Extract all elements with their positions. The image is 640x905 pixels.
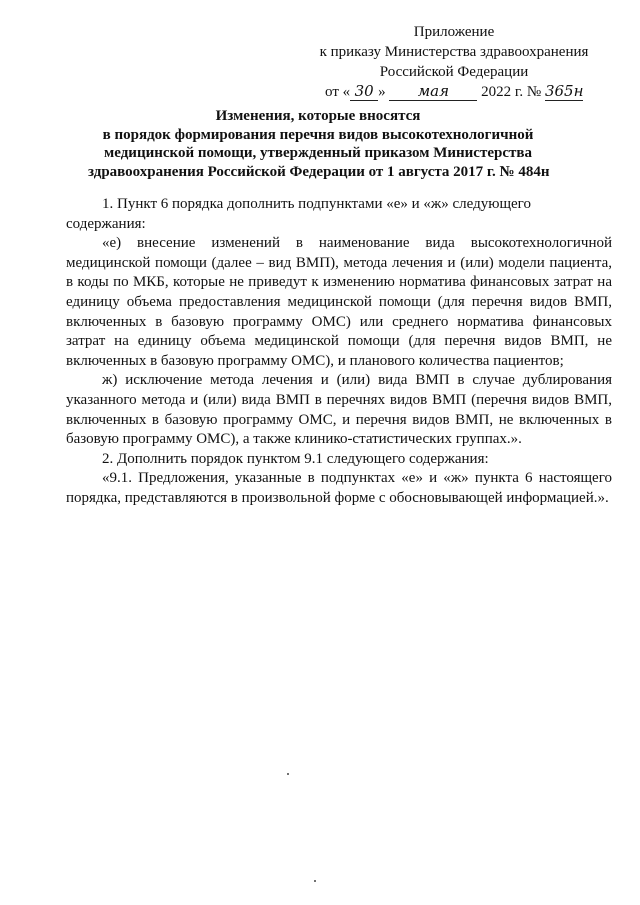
year-and-number-label: 2022 г. №	[481, 84, 542, 100]
paragraph-subpoint-zh: ж) исключение метода лечения и (или) вида ВМП в случае дублирования указанного метода и (или) вида ВМП в перечнях видов ВМП (перечня видов ВМП, включенных в базовую программу ОМС, и перечня видов ВМП, не включенных в базовую программу ОМС), а также клинико-статистических группах.».	[66, 372, 612, 448]
appendix-label: Приложение	[413, 24, 495, 40]
handwritten-month: мая	[389, 83, 477, 101]
order-date-line	[304, 82, 604, 102]
appendix-order-ref: к приказу Министерства здравоохранения	[319, 44, 589, 60]
appendix-header	[304, 22, 604, 102]
handwritten-order-number: 365н	[544, 82, 584, 100]
scan-speck	[314, 880, 316, 882]
title-line-1: Изменения, которые вносятся	[215, 108, 421, 124]
paragraph-2: 2. Дополнить порядок пунктом 9.1 следующего содержания:	[102, 450, 489, 467]
paragraph-subpoint-e: «е) внесение изменений в наименование вида высокотехнологичной медицинской помощи (далее – вид ВМП), метода лечения и (или) модели пациента, в коды по МКБ, которые не приведут к изменению норматива финансовых затрат на единицу объема предоставления медицинской помощи (для перечня видов ВМП, включенных в базовую программу ОМС) или среднего норматива финансовых затрат на единицу объема медицинской помощи (для перечня видов ВМП, не включенных в базовую программу ОМС), и планового количества пациентов;	[66, 235, 612, 369]
title-line-4: здравоохранения Российской Федерации от 1 августа 2017 г. № 484н	[88, 163, 550, 180]
scan-speck	[287, 773, 289, 775]
title-line-3: медицинской помощи, утвержденный приказом Министерства	[104, 145, 532, 161]
date-prefix: от «	[325, 84, 351, 100]
handwritten-day: 30	[350, 83, 378, 101]
document-body	[66, 195, 612, 509]
appendix-country: Российской Федерации	[379, 64, 529, 80]
date-suffix: »	[378, 84, 386, 100]
document-title	[88, 107, 548, 181]
paragraph-1: 1. Пункт 6 порядка дополнить подпунктами «е» и «ж» следующего содержания:	[66, 196, 531, 232]
paragraph-9-1: «9.1. Предложения, указанные в подпунктах «е» и «ж» пункта 6 настоящего порядка, представляются в произвольной форме с обосновывающей информацией.».	[66, 470, 612, 506]
title-line-2: в порядок формирования перечня видов высокотехнологичной	[102, 126, 534, 143]
